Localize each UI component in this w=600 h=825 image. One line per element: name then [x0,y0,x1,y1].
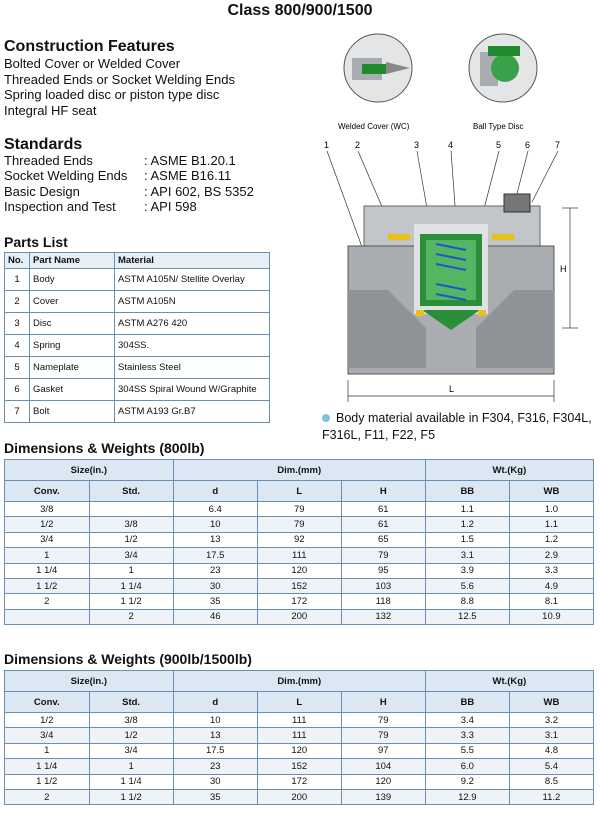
column-header-row [5,692,594,713]
table-cell: 46 [173,609,257,624]
callout-2: 2 [355,140,361,150]
table-cell: 304SS. [115,335,270,357]
table-cell: 104 [341,759,425,774]
standards-heading: Standards [4,136,83,153]
group-size: Size(in.) [5,460,174,481]
table-cell: 17.5 [173,548,257,563]
table-cell: 4 [5,335,30,357]
group-wt: Wt.(Kg) [425,460,593,481]
table-cell: 97 [341,743,425,758]
table-cell: 1/2 [5,517,90,532]
table-cell: 1.5 [425,532,509,547]
group-header-row [5,671,594,692]
callout-1: 1 [324,140,330,150]
callout-5: 5 [496,140,502,150]
table-cell: 1.1 [509,517,593,532]
table-cell: 1 [5,269,30,291]
table-cell: 3/4 [89,743,173,758]
col-header: WB [509,692,593,713]
dim900-table [4,670,594,805]
construction-features [4,38,235,118]
table-cell: 3/8 [89,517,173,532]
standards [4,137,254,215]
table-cell: 3.3 [509,563,593,578]
callouts [324,140,560,150]
table-cell: 79 [257,502,341,517]
table-cell: Stainless Steel [115,357,270,379]
table-cell: Spring [30,335,115,357]
table-cell: 152 [257,578,341,593]
group-header-row [5,460,594,481]
table-cell: 13 [173,728,257,743]
table-cell: 30 [173,578,257,593]
table-cell: 1 1/4 [5,759,90,774]
dim900-row [5,759,594,774]
table-cell: 1.2 [509,532,593,547]
table-cell: Bolt [30,401,115,423]
table-cell: 13 [173,532,257,547]
standard-row [4,184,254,200]
table-cell: 2 [5,291,30,313]
col-header: Std. [89,692,173,713]
standard-row [4,199,254,215]
table-cell: 111 [257,728,341,743]
parts-list-heading: Parts List [4,234,68,250]
table-cell: 23 [173,563,257,578]
table-cell: 1.1 [425,502,509,517]
table-cell: 132 [341,609,425,624]
table-cell: 1 [89,759,173,774]
table-cell: 1 1/2 [89,594,173,609]
col-header: Part Name [30,253,115,269]
dim800-heading: Dimensions & Weights (800lb) [4,440,205,456]
table-cell: 10.9 [509,609,593,624]
table-cell: 3.3 [425,728,509,743]
table-cell: 1 1/2 [89,789,173,804]
col-header: Conv. [5,692,90,713]
table-cell: 1/2 [5,713,90,728]
table-cell: 1 1/2 [5,578,90,593]
table-cell: 103 [341,578,425,593]
table-cell: 3/4 [5,532,90,547]
table-cell: ASTM A193 Gr.B7 [115,401,270,423]
table-cell: 1 1/4 [89,774,173,789]
table-cell: 118 [341,594,425,609]
col-header: d [173,692,257,713]
table-cell: 200 [257,609,341,624]
table-cell: 10 [173,713,257,728]
features-heading: Construction Features [4,38,175,55]
dim900-row [5,743,594,758]
part-row [5,401,270,423]
col-header: No. [5,253,30,269]
table-cell: 1 1/4 [89,578,173,593]
table-cell: 3 [5,313,30,335]
part-row [5,269,270,291]
table-cell: 3/4 [5,728,90,743]
group-dim: Dim.(mm) [173,671,425,692]
table-cell: 2 [89,609,173,624]
part-row [5,357,270,379]
table-cell: 304SS Spiral Wound W/Graphite [115,379,270,401]
table-cell: Cover [30,291,115,313]
table-cell: 35 [173,594,257,609]
standard-key: Threaded Ends [4,152,93,168]
col-header: L [257,481,341,502]
part-row [5,379,270,401]
part-row [5,335,270,357]
table-cell: 92 [257,532,341,547]
table-cell: 1 [5,548,90,563]
standard-value: : ASME B16.11 [144,168,232,183]
table-cell: 4.8 [509,743,593,758]
dim900-row [5,713,594,728]
table-cell: 79 [341,713,425,728]
table-cell: Gasket [30,379,115,401]
parts-table [4,252,270,423]
table-cell: 6.0 [425,759,509,774]
table-cell: 3/4 [89,548,173,563]
welded-cover-label: Welded Cover (WC) [338,122,410,131]
table-cell: 5.6 [425,578,509,593]
table-cell: 6.4 [173,502,257,517]
parts-header-row [5,253,270,269]
bullet-icon [322,414,330,422]
col-header: WB [509,481,593,502]
dim-l-label: L [449,384,455,394]
table-cell [5,609,90,624]
ball-disc-label: Ball Type Disc [473,122,524,131]
table-cell: 30 [173,774,257,789]
table-cell: 172 [257,594,341,609]
table-cell: 2.9 [509,548,593,563]
table-cell: 3.4 [425,713,509,728]
dim900-row [5,774,594,789]
callout-7: 7 [555,140,561,150]
standard-value: : API 602, BS 5352 [144,183,254,199]
table-cell: 79 [341,728,425,743]
dim900-row [5,789,594,804]
col-header: H [341,481,425,502]
table-cell: 1 [89,563,173,578]
table-cell: 139 [341,789,425,804]
feature-item: Spring loaded disc or piston type disc [4,87,220,102]
col-header: BB [425,481,509,502]
dim800-row [5,563,594,578]
dim800-row [5,517,594,532]
table-cell: 3/8 [5,502,90,517]
table-cell: 65 [341,532,425,547]
table-cell: 5.4 [509,759,593,774]
table-cell: 8.5 [509,774,593,789]
table-cell: 1 [5,743,90,758]
table-cell: 120 [257,743,341,758]
dim900-heading: Dimensions & Weights (900lb/1500lb) [4,651,252,667]
table-cell: 61 [341,517,425,532]
table-cell: 6 [5,379,30,401]
table-cell: 1/2 [89,728,173,743]
standard-key: Socket Welding Ends [4,168,128,183]
col-header: Std. [89,481,173,502]
table-cell: 1 1/4 [5,563,90,578]
feature-item: Bolted Cover or Welded Cover [4,56,181,71]
table-cell: ASTM A276 420 [115,313,270,335]
callout-3: 3 [414,140,420,150]
standard-value: : ASME B1.20.1 [144,152,236,168]
table-cell: 1.0 [509,502,593,517]
table-cell: 79 [257,517,341,532]
col-header: Conv. [5,481,90,502]
table-cell: 1.2 [425,517,509,532]
col-header: L [257,692,341,713]
col-header: H [341,692,425,713]
standard-key: Basic Design [4,183,80,199]
col-header: Material [115,253,270,269]
table-cell: 35 [173,789,257,804]
dim800-row [5,609,594,624]
page-title: Class 800/900/1500 [227,2,373,19]
body-material-note [322,410,592,444]
table-cell: Nameplate [30,357,115,379]
table-cell: 12.5 [425,609,509,624]
table-cell: 111 [257,548,341,563]
table-cell: 1/2 [89,532,173,547]
table-cell: 5.5 [425,743,509,758]
table-cell: 3.1 [509,728,593,743]
standard-value: : API 598 [144,199,197,214]
table-cell: 10 [173,517,257,532]
table-cell: 95 [341,563,425,578]
valve-diagram [318,28,598,408]
part-row [5,313,270,335]
table-cell: Body [30,269,115,291]
feature-item: Threaded Ends or Socket Welding Ends [4,71,236,87]
table-cell: 3.9 [425,563,509,578]
col-header: d [173,481,257,502]
table-cell: 17.5 [173,743,257,758]
table-cell [89,502,173,517]
standard-key: Inspection and Test [4,199,116,214]
group-size: Size(in.) [5,671,174,692]
table-cell: 2 [5,594,90,609]
table-cell: 12.9 [425,789,509,804]
table-cell: 3.2 [509,713,593,728]
table-cell: 79 [341,548,425,563]
table-cell: 7 [5,401,30,423]
ball-disc-detail [469,34,537,102]
column-header-row [5,481,594,502]
table-cell: ASTM A105N/ Stellite Overlay [115,269,270,291]
table-cell: 11.2 [509,789,593,804]
table-cell: 4.9 [509,578,593,593]
table-cell: ASTM A105N [115,291,270,313]
note-text: Body material available in F304, F316, F304L, F316L, F11, F22, F5 [322,411,592,442]
table-cell: 3.1 [425,548,509,563]
standard-row [4,153,254,169]
table-cell: 1 1/2 [5,774,90,789]
welded-cover-detail [344,34,412,102]
callout-6: 6 [525,140,531,150]
group-dim: Dim.(mm) [173,460,425,481]
dim800-row [5,594,594,609]
table-cell: Disc [30,313,115,335]
table-cell: 200 [257,789,341,804]
table-cell: 5 [5,357,30,379]
dim800-row [5,532,594,547]
table-cell: 3/8 [89,713,173,728]
table-cell: 120 [341,774,425,789]
feature-item: Integral HF seat [4,102,97,118]
table-cell: 8.8 [425,594,509,609]
table-cell: 2 [5,789,90,804]
table-cell: 111 [257,713,341,728]
callout-4: 4 [448,140,454,150]
dim-h-label: H [560,264,567,274]
group-wt: Wt.(Kg) [425,671,593,692]
table-cell: 152 [257,759,341,774]
dim800-table [4,459,594,625]
table-cell: 61 [341,502,425,517]
table-cell: 120 [257,563,341,578]
dim800-row [5,578,594,593]
table-cell: 9.2 [425,774,509,789]
part-row [5,291,270,313]
table-cell: 172 [257,774,341,789]
col-header: BB [425,692,509,713]
dim800-row [5,502,594,517]
standard-row [4,168,254,184]
valve-body [348,194,554,374]
table-cell: 23 [173,759,257,774]
dim900-row [5,728,594,743]
dim800-row [5,548,594,563]
table-cell: 8.1 [509,594,593,609]
